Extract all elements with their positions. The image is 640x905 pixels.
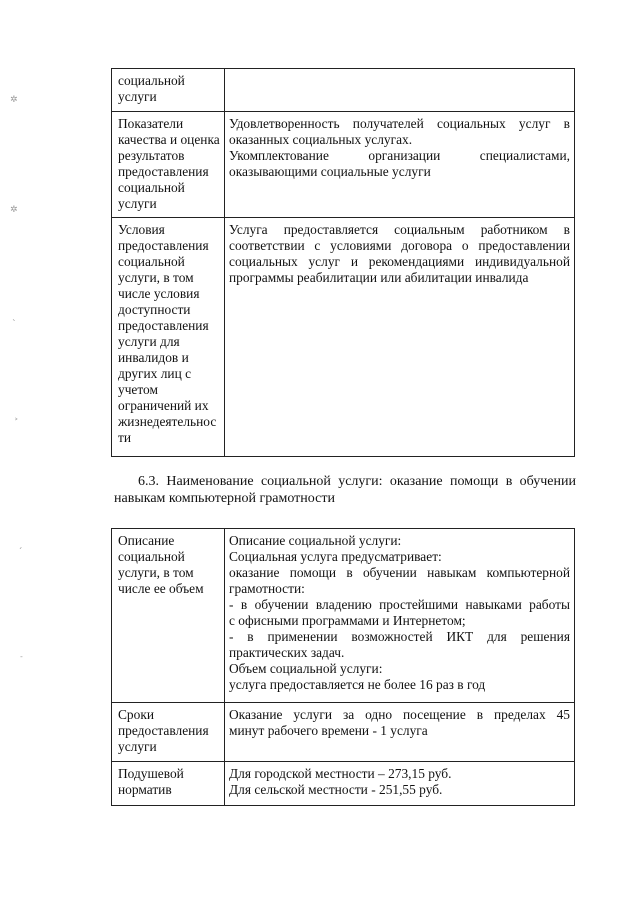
label-line: услуги bbox=[118, 196, 157, 211]
row-label-cell bbox=[112, 703, 225, 762]
content-line: минут рабочего времени - 1 услуга bbox=[229, 723, 428, 738]
label-line: услуги bbox=[118, 89, 157, 104]
label-line: Описание bbox=[118, 533, 175, 548]
content-line: Укомплектование организации специалистами, bbox=[229, 148, 570, 163]
scan-speck: ✲ bbox=[10, 95, 18, 105]
table-row bbox=[112, 112, 575, 218]
content-line: программы реабилитации или абилитации инвалида bbox=[229, 270, 529, 285]
content-line: грамотности: bbox=[229, 581, 305, 596]
scan-speck: ˎ bbox=[12, 312, 17, 322]
label-line: предоставления bbox=[118, 318, 209, 333]
label-line: услуги, в том bbox=[118, 270, 194, 285]
table-row bbox=[112, 762, 575, 806]
label-line: учетом bbox=[118, 382, 158, 397]
services-table-top bbox=[111, 68, 575, 457]
content-line: практических задач. bbox=[229, 645, 345, 660]
row-label-cell bbox=[112, 762, 225, 806]
content-line: оказывающими социальные услуги bbox=[229, 164, 431, 179]
row-content-cell bbox=[225, 762, 575, 806]
scan-speck: ˃ bbox=[14, 418, 19, 428]
table-row bbox=[112, 703, 575, 762]
label-line: предоставления bbox=[118, 723, 209, 738]
scan-speck: ˗ bbox=[20, 652, 23, 662]
label-line: Показатели bbox=[118, 116, 184, 131]
row-label-cell bbox=[112, 69, 225, 112]
content-line: Услуга предоставляется социальным работником в bbox=[229, 222, 570, 237]
row-label-cell bbox=[112, 112, 225, 218]
content-line: Описание социальной услуги: bbox=[229, 533, 402, 548]
scan-speck: ˏ bbox=[18, 540, 23, 550]
content-line: Удовлетворенность получателей социальных услуг в bbox=[229, 116, 570, 131]
row-label-cell bbox=[112, 218, 225, 457]
section-heading-line-2: навыкам компьютерной грамотности bbox=[114, 491, 335, 506]
content-line: Для городской местности – 273,15 руб. bbox=[229, 766, 452, 781]
label-line: услуги, в том bbox=[118, 565, 194, 580]
section-heading-line-1: 6.3. Наименование социальной услуги: оказание помощи в обучении bbox=[138, 474, 576, 489]
row-content-cell bbox=[225, 703, 575, 762]
content-line: с офисными программами и Интернетом; bbox=[229, 613, 466, 628]
label-line: социальной bbox=[118, 73, 185, 88]
label-line: услуги для bbox=[118, 334, 180, 349]
content-line: Объем социальной услуги: bbox=[229, 661, 383, 676]
content-line: - в обучении владению простейшими навыками работы bbox=[229, 597, 570, 612]
services-table-bottom bbox=[111, 528, 575, 806]
label-line: качества и оценка bbox=[118, 132, 220, 147]
content-line: социальных услуг и рекомендациями индивидуальной bbox=[229, 254, 570, 269]
content-line: Оказание услуги за одно посещение в пределах 45 bbox=[229, 707, 570, 722]
label-line: услуги bbox=[118, 739, 157, 754]
label-line: норматив bbox=[118, 782, 172, 797]
table-row bbox=[112, 218, 575, 457]
table-row bbox=[112, 529, 575, 703]
label-line: социальной bbox=[118, 180, 185, 195]
content-line: Социальная услуга предусматривает: bbox=[229, 549, 442, 564]
label-line: предоставления bbox=[118, 238, 209, 253]
label-line: социальной bbox=[118, 549, 185, 564]
content-line: соответствии с условиями договора о предоставлении bbox=[229, 238, 570, 253]
row-content-cell bbox=[225, 112, 575, 218]
label-line: ти bbox=[118, 430, 132, 445]
content-line: оказание помощи в обучении навыкам компьютерной bbox=[229, 565, 570, 580]
section-heading bbox=[114, 473, 576, 507]
content-line: - в применении возможностей ИКТ для решения bbox=[229, 629, 570, 644]
content-line: Для сельской местности - 251,55 руб. bbox=[229, 782, 443, 797]
row-content-cell bbox=[225, 529, 575, 703]
label-line: доступности bbox=[118, 302, 191, 317]
label-line: ограничений их bbox=[118, 398, 209, 413]
row-label-cell bbox=[112, 529, 225, 703]
content-line: услуга предоставляется не более 16 раз в год bbox=[229, 677, 486, 692]
label-line: числе условия bbox=[118, 286, 200, 301]
label-line: Подушевой bbox=[118, 766, 184, 781]
label-line: числе ее объем bbox=[118, 581, 204, 596]
label-line: социальной bbox=[118, 254, 185, 269]
label-line: других лиц с bbox=[118, 366, 192, 381]
label-line: предоставления bbox=[118, 164, 209, 179]
scan-speck: ✲ bbox=[10, 205, 18, 215]
content-line: оказанных социальных услугах. bbox=[229, 132, 413, 147]
table-row bbox=[112, 69, 575, 112]
label-line: Сроки bbox=[118, 707, 154, 722]
label-line: результатов bbox=[118, 148, 185, 163]
row-content-cell bbox=[225, 69, 575, 112]
label-line: Условия bbox=[118, 222, 165, 237]
row-content-cell bbox=[225, 218, 575, 457]
label-line: жизнедеятельнос bbox=[118, 414, 217, 429]
label-line: инвалидов и bbox=[118, 350, 189, 365]
